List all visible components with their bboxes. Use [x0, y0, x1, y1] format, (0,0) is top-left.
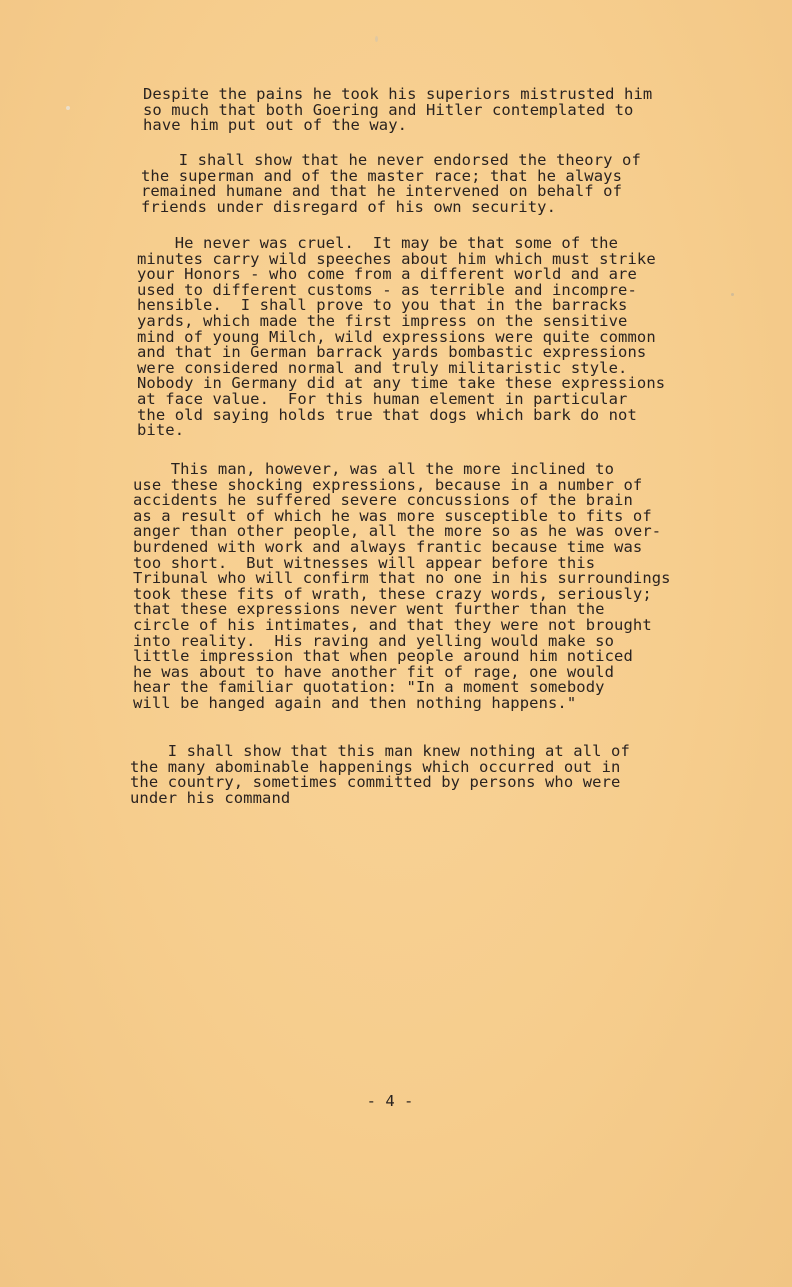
- paper-speck: [66, 106, 70, 110]
- paragraph-3: He never was cruel. It may be that some of the minutes carry wild speeches about him which must strike your Honors - who come from a different world and are used to different customs - as terrible and incompre- hensible. I shall prove to you that in the barracks yards, which made the first impress on the sensitive mind of young Milch, wild expressions were quite common and that in German barrack yards bombastic expressions were considered normal and truly militaristic style. Nobody in Germany did at any time take these expressions at face value. For this human element in particular the old saying holds true that dogs which bark do not bite.: [137, 234, 666, 440]
- page-number: - 4 -: [366, 1092, 414, 1110]
- paper-speck: [375, 36, 378, 42]
- paragraph-1: Despite the pains he took his superiors mistrusted him so much that both Goering and Hitler contemplated to have him put out of the way.: [143, 85, 653, 135]
- paragraph-5: I shall show that this man knew nothing at all of the many abominable happenings which occurred out in the country, sometimes committed by persons who were under his command: [130, 742, 630, 807]
- paragraph-2: I shall show that he never endorsed the theory of the superman and of the master race; that he always remained humane and that he intervened on behalf of friends under disregard of his own security.: [141, 151, 641, 216]
- paragraph-4: This man, however, was all the more inclined to use these shocking expressions, because in a number of accidents he suffered severe concussions of the brain as a result of which he was more susceptible to fits of anger than other people, all the more so as he was over- burdened with work and always frantic because time was too short. But witnesses will appear before this Tribunal who will confirm that no one in his surroundings took these fits of wrath, these crazy words, seriously; that these expressions never went further than the circle of his intimates, and that they were not brought into reality. His raving and yelling would make so little impression that when people around him noticed he was about to have another fit of rage, one would hear the familiar quotation: "In a moment somebody will be hanged again and then nothing happens.": [133, 460, 671, 712]
- paper-speck: [731, 293, 734, 296]
